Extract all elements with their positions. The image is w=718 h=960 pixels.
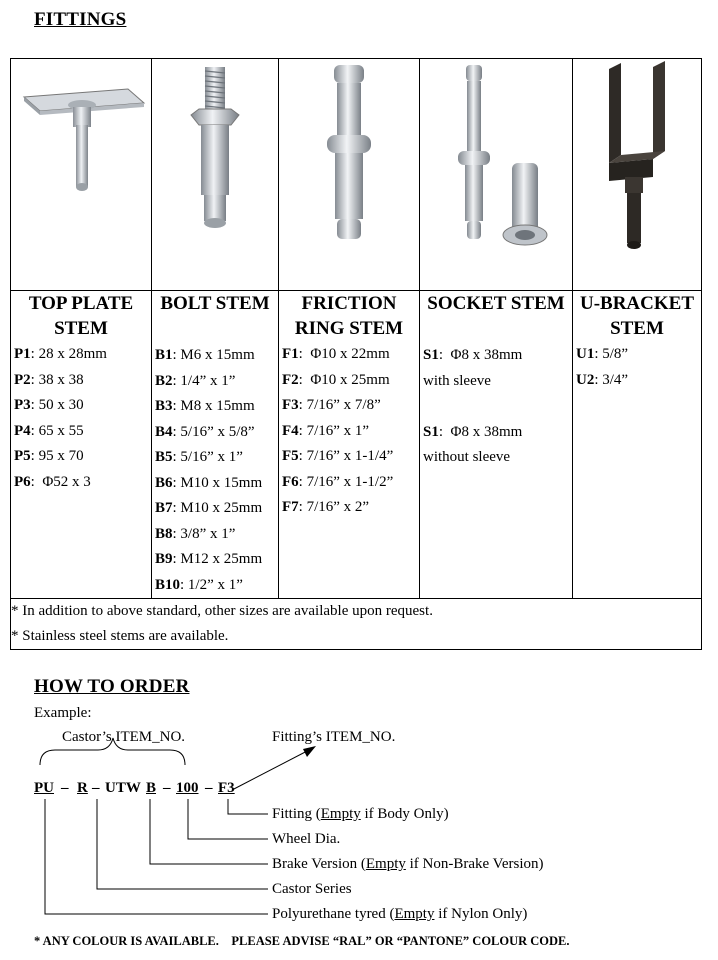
spec-p5: P5: 95 x 70: [14, 448, 84, 464]
spec-b8: B8: 3/8” x 1”: [155, 525, 236, 542]
top-plate-stem-heading: TOP PLATE STEM: [28, 293, 134, 339]
code-dash-4: –: [205, 780, 213, 796]
legend-brake: Brake Version (Empty if Non-Brake Version): [272, 856, 544, 872]
legend-castor-series: Castor Series: [272, 881, 352, 897]
spec-f6: F6: 7/16” x 1-1/2”: [282, 473, 394, 490]
how-to-order-title: HOW TO ORDER: [34, 676, 190, 697]
note-stainless: * Stainless steel stems are available.: [11, 628, 229, 644]
code-dia: 100: [176, 780, 199, 796]
spec-s1-without-sleeve: S1: Φ8 x 38mm: [423, 423, 523, 440]
spec-s1-with-sleeve: S1: Φ8 x 38mm: [423, 347, 523, 363]
spec-p3: P3: 50 x 30: [14, 397, 84, 413]
spec-f3: F3: 7/16” x 7/8”: [282, 397, 381, 413]
code-dash-2: –: [92, 780, 100, 796]
friction-ring-stem-heading: FRICTION RING STEM: [294, 293, 404, 339]
legend-wheel-dia: Wheel Dia.: [272, 831, 341, 847]
colour-footer-note: * ANY COLOUR IS AVAILABLE. PLEASE ADVISE “RAL” OR “PANTONE” COLOUR CODE.: [34, 934, 570, 948]
spec-b4: B4: 5/16” x 5/8”: [155, 423, 255, 440]
spec-p1: P1: 28 x 28mm: [14, 346, 107, 362]
legend-polyurethane: Polyurethane tyred (Empty if Nylon Only): [272, 906, 528, 922]
spec-b1: B1: M6 x 15mm: [155, 347, 255, 363]
spec-b5: B5: 5/16” x 1”: [155, 449, 243, 465]
spec-b10: B10: 1/2” x 1”: [155, 576, 243, 593]
code-f: F3: [218, 780, 235, 796]
spec-p4: P4: 65 x 55: [14, 422, 84, 439]
example-label: Example:: [34, 705, 92, 721]
code-utw: UTW: [105, 780, 141, 796]
note-other-sizes: * In addition to above standard, other sizes are available upon request.: [11, 603, 433, 619]
legend-fitting: Fitting (Empty if Body Only): [272, 806, 449, 822]
spec-b3: B3: M8 x 15mm: [155, 398, 255, 414]
spec-b7: B7: M10 x 25mm: [155, 500, 263, 516]
spec-b2: B2: 1/4” x 1”: [155, 372, 236, 389]
spec-b6: B6: M10 x 15mm: [155, 474, 263, 491]
code-r: R: [77, 780, 88, 796]
spec-u2: U2: 3/4”: [576, 371, 629, 388]
u-bracket-stem-heading: U-BRACKET STEM: [579, 293, 694, 339]
spec-f1: F1: Φ10 x 22mm: [282, 346, 390, 362]
code-dash-3: –: [163, 780, 171, 796]
socket-stem-heading: SOCKET STEM: [427, 293, 565, 314]
code-b: B: [146, 780, 157, 796]
spec-p2: P2: 38 x 38: [14, 371, 84, 388]
spec-f7: F7: 7/16” x 2”: [282, 499, 370, 515]
spec-s1-with-sleeve-note: with sleeve: [423, 372, 491, 389]
spec-p6: P6: Φ52 x 3: [14, 473, 91, 490]
spec-s1-without-sleeve-note: without sleeve: [423, 449, 511, 465]
code-dash-1: –: [61, 780, 69, 796]
spec-f2: F2: Φ10 x 25mm: [282, 371, 390, 388]
bolt-stem-heading: BOLT STEM: [160, 293, 270, 314]
castor-item-label: Castor’s ITEM_NO.: [62, 729, 186, 745]
spec-b9: B9: M12 x 25mm: [155, 551, 263, 567]
spec-u1: U1: 5/8”: [576, 346, 629, 362]
fittings-title: FITTINGS: [34, 9, 127, 30]
code-pu: PU: [34, 780, 54, 796]
fitting-item-label: Fitting’s ITEM_NO.: [272, 729, 396, 745]
spec-f5: F5: 7/16” x 1-1/4”: [282, 448, 394, 464]
spec-f4: F4: 7/16” x 1”: [282, 422, 370, 439]
